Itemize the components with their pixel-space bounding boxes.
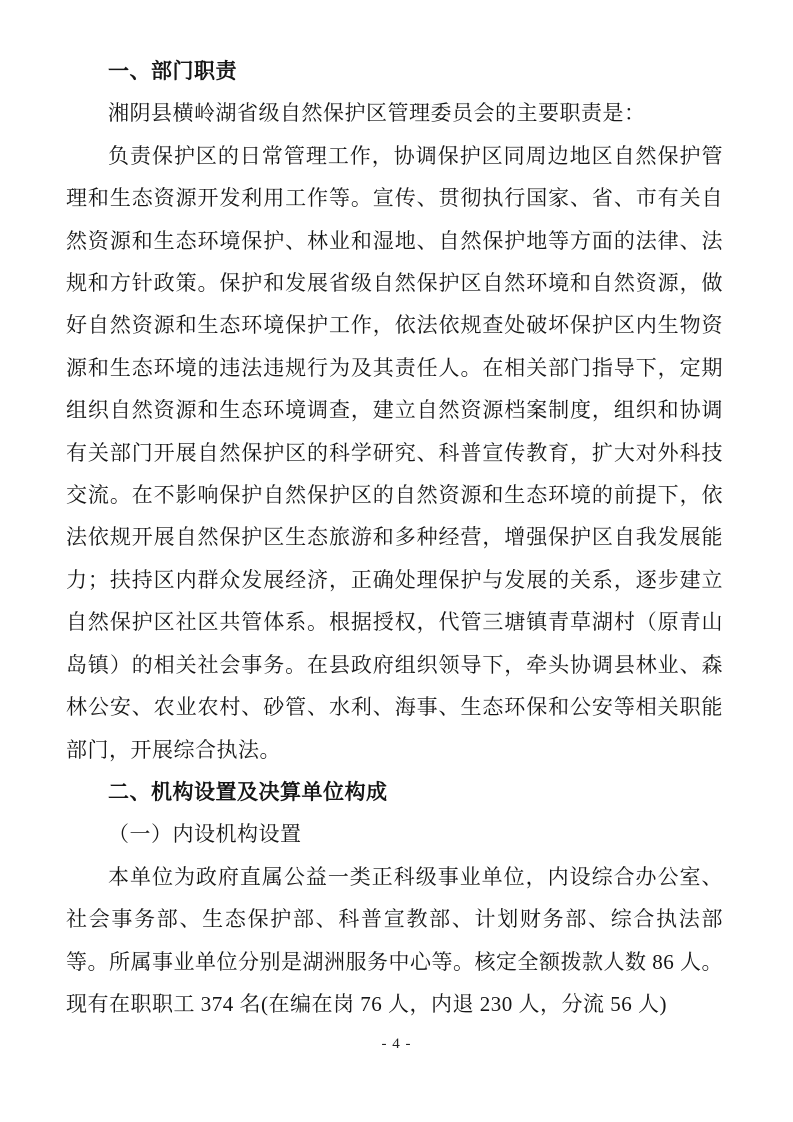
section-heading: 二、机构设置及决算单位构成 [108,779,388,804]
section-subheading: （一）内设机构设置 [108,822,302,847]
section-heading: 一、部门职责 [108,59,237,83]
paragraph: 负责保护区的日常管理工作，协调保护区同周边地区自然保护管理和生态资源开发利用工作等。宣传、贯彻执行国家、省、市有关自然资源和生态环境保护、林业和湿地、自然保护地等方面的法律、法规和方针政策。保护和发展省级自然保护区自然环境和自然资源，做好自然资源和生态环境保护工作，依法依规查处破坏保护区内生物资源和生态环境的违法违规行为及其责任人。在相关部门指导下，定期组织自然资源和生态环境调查，建立自然资源档案制度，组织和协调有关部门开展自然保护区的科学研究、科普宣传教育，扩大对外科技交流。在不影响保护自然保护区的自然资源和生态环境的前提下，依法依规开展自然保护区生态旅游和多种经营，增强保护区自我发展能力；扶持区内群众发展经济，正确处理保护与发展的关系，逐步建立自然保护区社区共管体系。根据授权，代管三塘镇青草湖村（原青山岛镇）的相关社会事务。在县政府组织领导下，牵头协调县林业、森林公安、农业农村、砂管、水利、海事、生态环保和公安等相关职能部门，开展综合执法。 [66,143,723,762]
paragraph: 本单位为政府直属公益一类正科级事业单位，内设综合办公室、社会事务部、生态保护部、科普宣教部、计划财务部、综合执法部等。所属事业单位分别是湖洲服务中心等。核定全额拨款人数 86 人。现有在职职工 374 名(在编在岗 76 人，内退 230 人，分流 56 人) [66,864,723,1016]
document-content [66,50,723,1025]
paragraph: 湘阴县横岭湖省级自然保护区管理委员会的主要职责是： [108,101,646,126]
page-number: - 4 - [381,1036,412,1052]
